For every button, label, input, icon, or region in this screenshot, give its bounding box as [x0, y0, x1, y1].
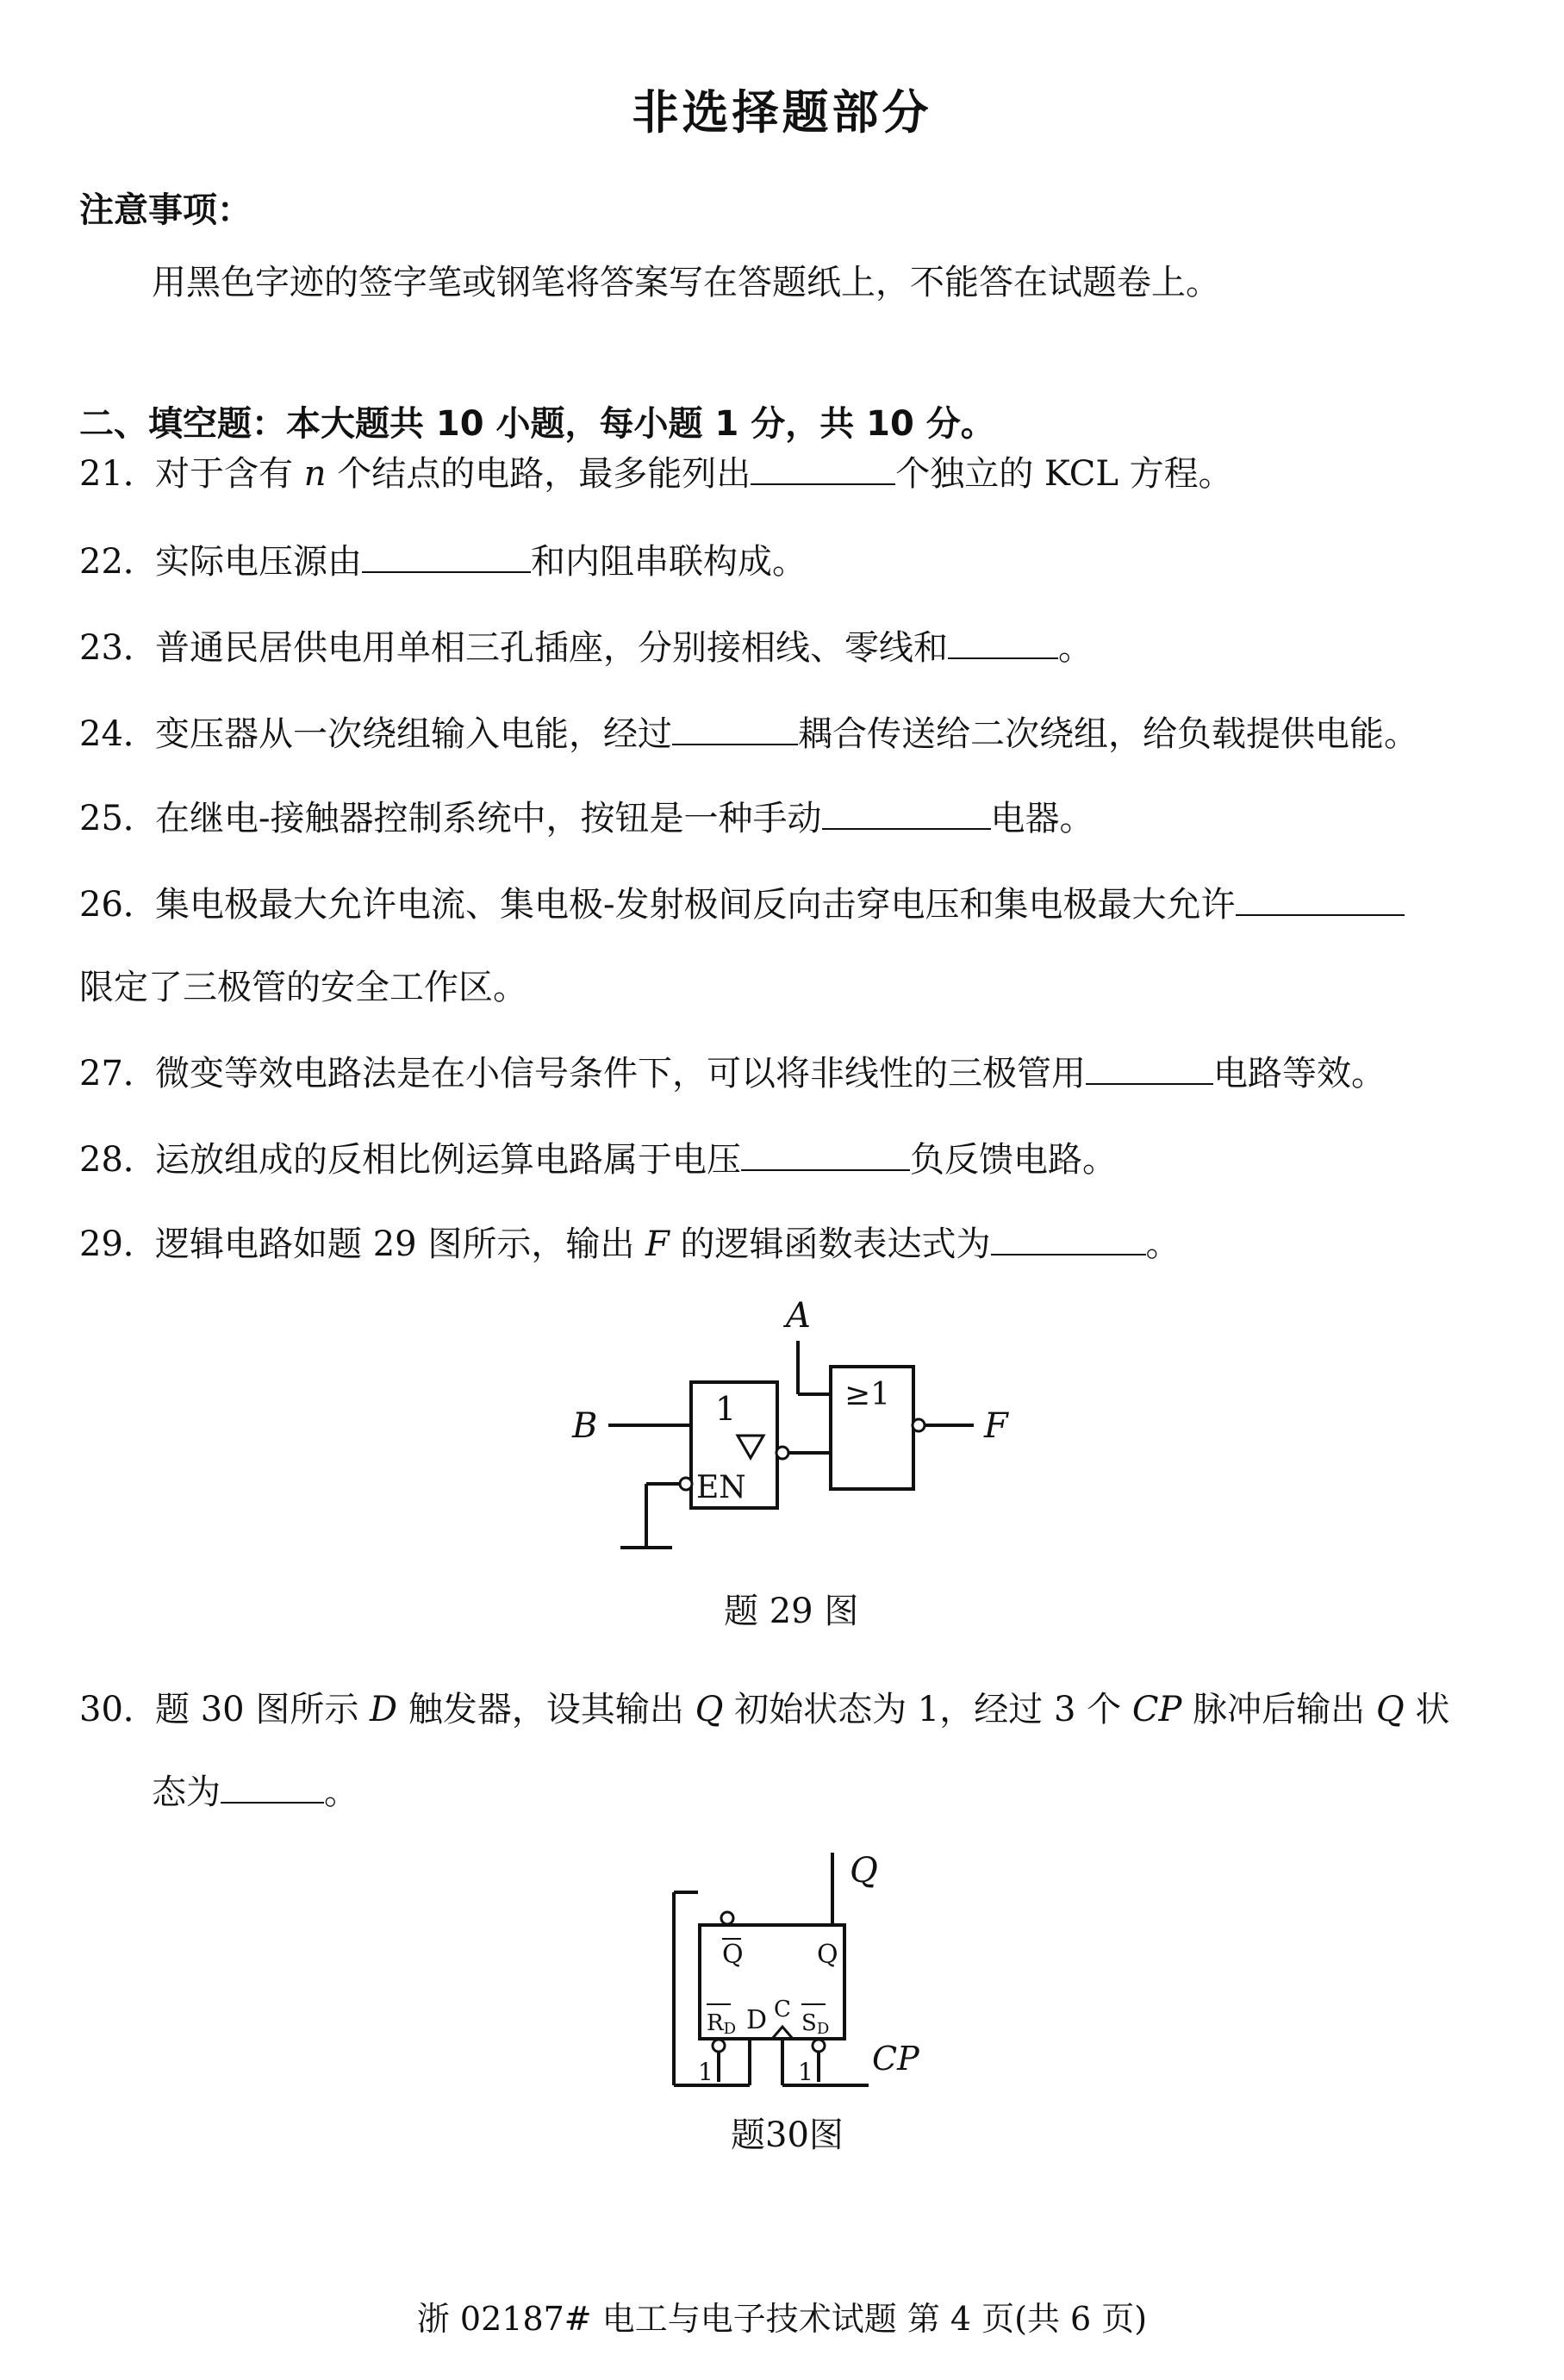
question-26	[79, 877, 1405, 926]
d-label: D	[746, 2005, 768, 2035]
buffer-inversion-bubble	[776, 1447, 788, 1459]
question-text: 。	[1145, 1224, 1181, 1264]
question-text: 的逻辑函数表达式为	[669, 1224, 991, 1264]
question-number: 23．	[79, 628, 158, 668]
rd-level-label: 1	[698, 2058, 713, 2086]
question-30	[79, 1682, 1449, 1731]
figure-29-logic-circuit	[551, 1293, 1034, 1577]
sd-label: SD	[801, 2010, 830, 2038]
output-f-label: F	[984, 1406, 1008, 1446]
answer-blank[interactable]	[1236, 887, 1405, 916]
question-number: 26．	[79, 885, 158, 925]
question-text: 态为	[152, 1773, 221, 1812]
buffer-label: 1	[715, 1390, 737, 1428]
enable-label: EN	[696, 1470, 746, 1505]
answer-blank[interactable]	[362, 544, 531, 573]
variable-n: n	[303, 454, 327, 494]
question-text: 电路等效。	[1213, 1054, 1386, 1093]
question-number: 27．	[79, 1054, 158, 1093]
figure-30-d-flipflop	[655, 1835, 931, 2094]
c-label: C	[774, 1997, 791, 2022]
variable-d: D	[370, 1690, 398, 1729]
question-number: 22．	[79, 542, 158, 582]
question-text: 。	[324, 1773, 358, 1812]
enable-inversion-bubble	[680, 1478, 692, 1490]
question-text: 集电极最大允许电流、集电极-发射极间反向击穿电压和集电极最大允许	[155, 885, 1236, 925]
question-25	[79, 791, 1094, 840]
question-number: 30．	[79, 1690, 158, 1729]
question-21	[79, 446, 1233, 495]
input-b-label: B	[572, 1406, 598, 1446]
question-text: 运放组成的反相比例运算电路属于电压	[155, 1140, 741, 1180]
qbar-bubble	[721, 1912, 733, 1924]
variable-q: Q	[1375, 1690, 1405, 1729]
question-text: 微变等效电路法是在小信号条件下，可以将非线性的三极管用	[155, 1054, 1086, 1093]
question-27	[79, 1046, 1386, 1095]
question-text: 变压器从一次绕组输入电能，经过	[155, 714, 672, 754]
question-text: 在继电-接触器控制系统中，按钮是一种手动	[155, 799, 822, 838]
question-26-continuation: 限定了三极管的安全工作区。	[79, 968, 527, 1007]
clock-edge-icon	[772, 2027, 793, 2039]
notice-heading: 注意事项：	[79, 190, 252, 230]
answer-blank[interactable]	[221, 1774, 324, 1804]
answer-blank[interactable]	[1086, 1056, 1213, 1085]
question-text: 和内阻串联构成。	[531, 542, 807, 582]
tristate-triangle-icon	[738, 1436, 763, 1458]
input-a-label: A	[786, 1296, 811, 1336]
question-text: 。	[1058, 628, 1093, 668]
figure-30-caption: 题30图	[731, 2115, 844, 2155]
question-23	[79, 620, 1093, 670]
question-number: 25．	[79, 799, 158, 838]
variable-q: Q	[695, 1690, 724, 1729]
rd-label: RD	[707, 2010, 737, 2038]
output-q-label: Q	[850, 1851, 878, 1891]
question-text: 初始状态为 1，经过 3 个	[723, 1690, 1132, 1729]
question-text: 普通民居供电用单相三孔插座，分别接相线、零线和	[155, 628, 948, 668]
question-number: 21．	[79, 454, 158, 494]
question-22	[79, 534, 807, 583]
answer-blank[interactable]	[672, 716, 798, 745]
question-text: 负反馈电路。	[910, 1140, 1117, 1180]
section-heading: 二、填空题：本大题共 10 小题，每小题 1 分，共 10 分。	[79, 404, 995, 444]
variable-cp: CP	[1131, 1690, 1182, 1729]
question-text: 个独立的 KCL 方程。	[895, 454, 1233, 494]
question-text: 实际电压源由	[155, 542, 362, 582]
question-text: 题 30 图所示	[155, 1690, 371, 1729]
answer-blank[interactable]	[991, 1226, 1146, 1255]
question-text: 对于含有	[155, 454, 304, 494]
or-label: ≥1	[844, 1377, 891, 1412]
answer-blank[interactable]	[751, 456, 895, 485]
q-label: Q	[817, 1940, 838, 1970]
sd-level-label: 1	[798, 2058, 813, 2086]
qbar-label: Q	[722, 1940, 744, 1970]
question-text: 个结点的电路，最多能列出	[326, 454, 751, 494]
question-text: 电器。	[990, 799, 1094, 838]
question-number: 28．	[79, 1140, 158, 1180]
question-24	[79, 707, 1418, 756]
question-text: 状	[1404, 1690, 1450, 1729]
question-29	[79, 1217, 1181, 1266]
question-text: 触发器，设其输出	[397, 1690, 695, 1729]
notice-text: 用黑色字迹的签字笔或钢笔将答案写在答题纸上，不能答在试题卷上。	[152, 263, 1220, 302]
nor-output-bubble	[913, 1419, 925, 1431]
variable-f: F	[645, 1224, 670, 1264]
rd-bubble	[713, 2040, 725, 2052]
question-text: 脉冲后输出	[1181, 1690, 1376, 1729]
question-28	[79, 1132, 1117, 1181]
question-number: 29．	[79, 1224, 158, 1264]
figure-29-caption: 题 29 图	[724, 1592, 859, 1631]
question-number: 24．	[79, 714, 158, 754]
page-footer: 浙 02187# 电工与电子技术试题 第 4 页(共 6 页)	[416, 2300, 1148, 2338]
sd-bubble	[813, 2040, 825, 2052]
answer-blank[interactable]	[822, 801, 991, 830]
answer-blank[interactable]	[741, 1142, 910, 1171]
question-text: 逻辑电路如题 29 图所示，输出	[155, 1224, 646, 1264]
cp-label: CP	[872, 2040, 919, 2078]
question-text: 耦合传送给二次绕组，给负载提供电能。	[798, 714, 1418, 754]
page-title: 非选择题部分	[632, 85, 932, 140]
answer-blank[interactable]	[948, 630, 1058, 659]
question-30-continuation	[152, 1765, 358, 1814]
